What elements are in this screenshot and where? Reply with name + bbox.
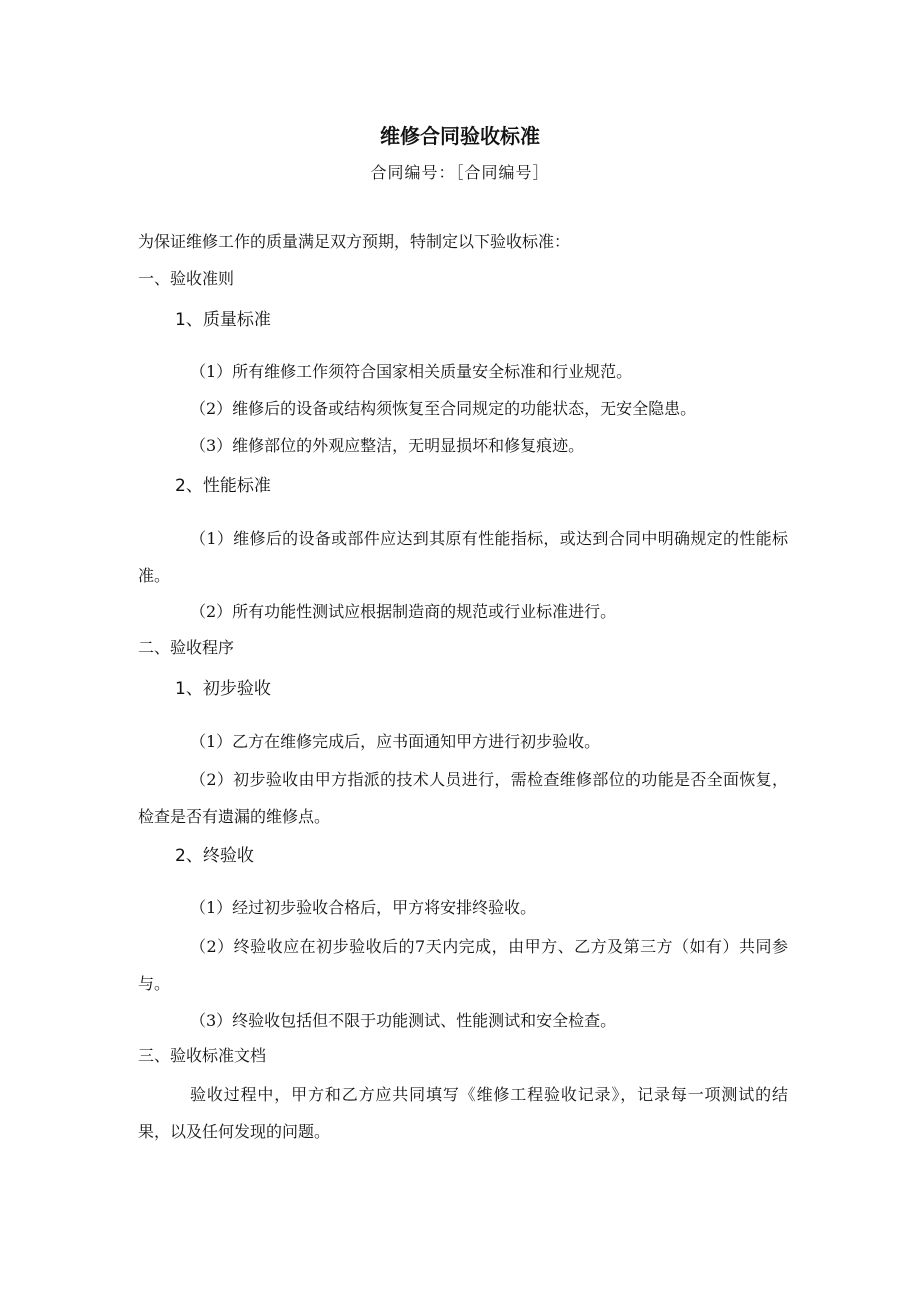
subsection-heading: 2、性能标准 <box>175 476 271 496</box>
body-paragraph: 验收过程中，甲方和乙方应共同填写《维修工程验收记录》，记录每一项测试的结果，以及任何发现的问题。 <box>138 1085 788 1141</box>
list-item: （1）经过初步验收合格后，甲方将安排终验收。 <box>190 898 537 917</box>
list-item: （2）维修后的设备或结构须恢复至合同规定的功能状态，无安全隐患。 <box>190 399 697 418</box>
document-title: 维修合同验收标准 <box>380 124 540 148</box>
section-heading: 三、验收标准文档 <box>138 1046 267 1065</box>
list-item: （1）维修后的设备或部件应达到其原有性能指标，或达到合同中明确规定的性能标准。 <box>138 529 788 585</box>
intro-text: 为保证维修工作的质量满足双方预期，特制定以下验收标准： <box>138 232 571 251</box>
list-item: （2）终验收应在初步验收后的7天内完成，由甲方、乙方及第三方（如有）共同参与。 <box>138 937 788 993</box>
list-item: （1）乙方在维修完成后，应书面通知甲方进行初步验收。 <box>190 732 601 751</box>
list-item: （2）所有功能性测试应根据制造商的规范或行业标准进行。 <box>190 602 617 621</box>
contract-number: 合同编号：［合同编号］ <box>370 163 550 182</box>
section-heading: 一、验收准则 <box>138 269 235 288</box>
subsection-heading: 2、终验收 <box>175 846 254 866</box>
list-item: （2）初步验收由甲方指派的技术人员进行，需检查维修部位的功能是否全面恢复，检查是否有遗漏的维修点。 <box>138 770 788 826</box>
subsection-heading: 1、质量标准 <box>175 310 271 330</box>
subsection-heading: 1、初步验收 <box>175 679 271 699</box>
section-heading: 二、验收程序 <box>138 638 235 657</box>
list-item: （3）终验收包括但不限于功能测试、性能测试和安全检查。 <box>190 1011 617 1030</box>
list-item: （3）维修部位的外观应整洁，无明显损坏和修复痕迹。 <box>190 436 585 455</box>
list-item: （1）所有维修工作须符合国家相关质量安全标准和行业规范。 <box>190 362 633 381</box>
